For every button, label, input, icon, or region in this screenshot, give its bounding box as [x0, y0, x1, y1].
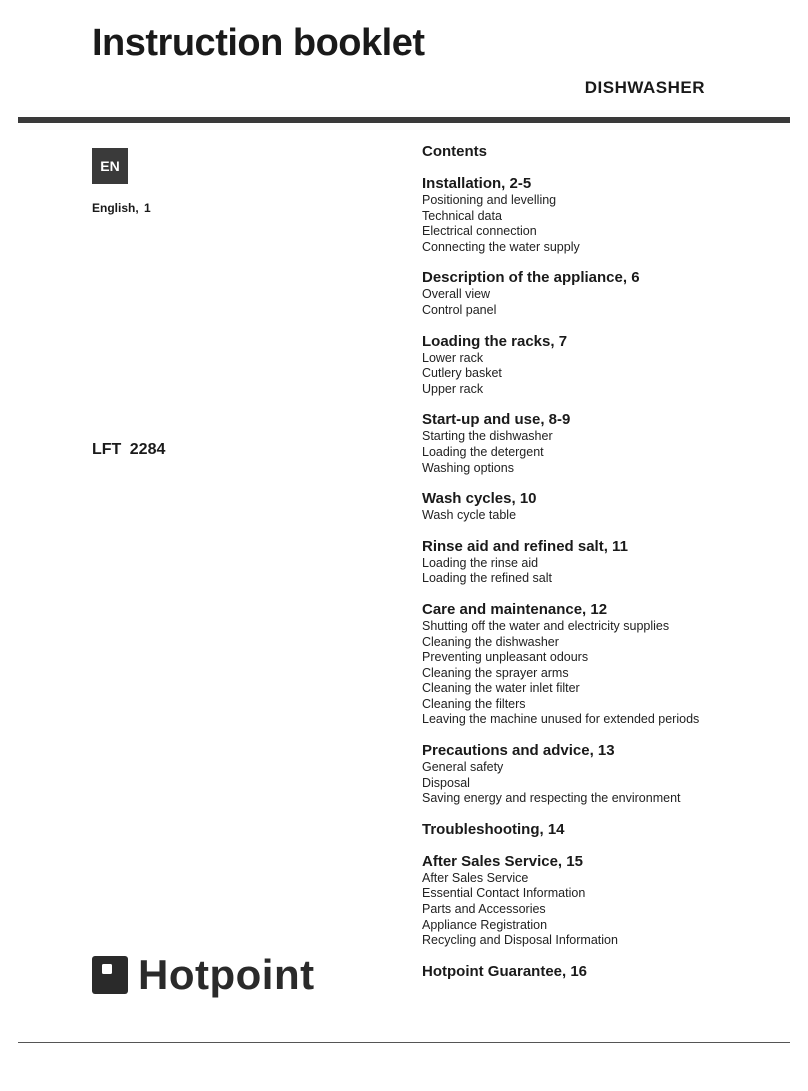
contents-section [422, 269, 792, 318]
contents-section [422, 490, 792, 524]
table-of-contents [422, 143, 792, 995]
section-title: After Sales Service, 15 [422, 852, 583, 870]
section-item: Cleaning the dishwasher [422, 634, 559, 649]
section-item: Lower rack [422, 350, 484, 365]
section-title: Precautions and advice, 13 [422, 742, 615, 760]
section-item: Parts and Accessories [422, 902, 546, 917]
section-item: Preventing unpleasant odours [422, 650, 589, 665]
contents-section [422, 601, 792, 728]
section-item: Connecting the water supply [422, 239, 580, 254]
contents-section [422, 538, 792, 587]
section-item: Upper rack [422, 381, 484, 396]
section-title: Wash cycles, 10 [422, 490, 537, 508]
section-item: Essential Contact Information [422, 886, 586, 901]
section-title: Installation, 2-5 [422, 175, 532, 192]
section-item: Technical data [422, 208, 502, 223]
document-title: Instruction booklet [92, 22, 425, 64]
section-item: Cleaning the sprayer arms [422, 665, 569, 680]
section-item: Positioning and levelling [422, 193, 557, 207]
section-title: Care and maintenance, 12 [422, 600, 608, 618]
section-item: Loading the rinse aid [422, 555, 539, 570]
contents-section [422, 333, 792, 398]
section-item: Control panel [422, 302, 497, 317]
section-item: Wash cycle table [422, 508, 517, 523]
contents-heading: Contents [422, 143, 487, 160]
footer-divider [18, 1042, 790, 1043]
section-title: Loading the racks, 7 [422, 332, 568, 350]
product-type: DISHWASHER [584, 78, 705, 97]
section-item: Leaving the machine unused for extended periods [422, 712, 700, 727]
contents-section [422, 411, 792, 476]
section-item: Disposal [422, 775, 470, 790]
section-title: Start-up and use, 8-9 [422, 411, 571, 429]
section-item: Overall view [422, 287, 491, 302]
contents-section [422, 821, 792, 839]
brand-logo [92, 950, 315, 1000]
contents-section [422, 963, 792, 981]
section-item: Washing options [422, 460, 514, 475]
contents-section [422, 175, 792, 255]
section-title: Troubleshooting, 14 [422, 820, 565, 838]
section-item: Saving energy and respecting the environment [422, 791, 681, 806]
hotpoint-logo-icon [92, 956, 128, 994]
header-divider [18, 117, 790, 123]
section-item: Appliance Registration [422, 917, 548, 932]
language-entry: English, 1 [92, 201, 151, 215]
section-title: Hotpoint Guarantee, 16 [422, 962, 588, 980]
section-item: After Sales Service [422, 870, 529, 885]
section-item: Cleaning the filters [422, 696, 526, 711]
contents-section [422, 742, 792, 807]
section-item: Recycling and Disposal Information [422, 933, 618, 948]
contents-section [422, 853, 792, 949]
section-title: Rinse aid and refined salt, 11 [422, 537, 628, 555]
model-number: LFT 2284 [92, 441, 166, 458]
section-title: Description of the appliance, 6 [422, 269, 640, 287]
section-item: Starting the dishwasher [422, 429, 553, 444]
brand-name: Hotpoint [138, 951, 315, 998]
section-item: General safety [422, 760, 504, 775]
section-item: Cutlery basket [422, 366, 502, 381]
language-badge: EN [92, 148, 128, 184]
section-item: Electrical connection [422, 224, 537, 239]
section-item: Loading the detergent [422, 444, 544, 459]
section-item: Loading the refined salt [422, 571, 552, 586]
contents-sections [422, 175, 792, 981]
section-item: Shutting off the water and electricity supplies [422, 618, 670, 633]
section-item: Cleaning the water inlet filter [422, 681, 580, 696]
